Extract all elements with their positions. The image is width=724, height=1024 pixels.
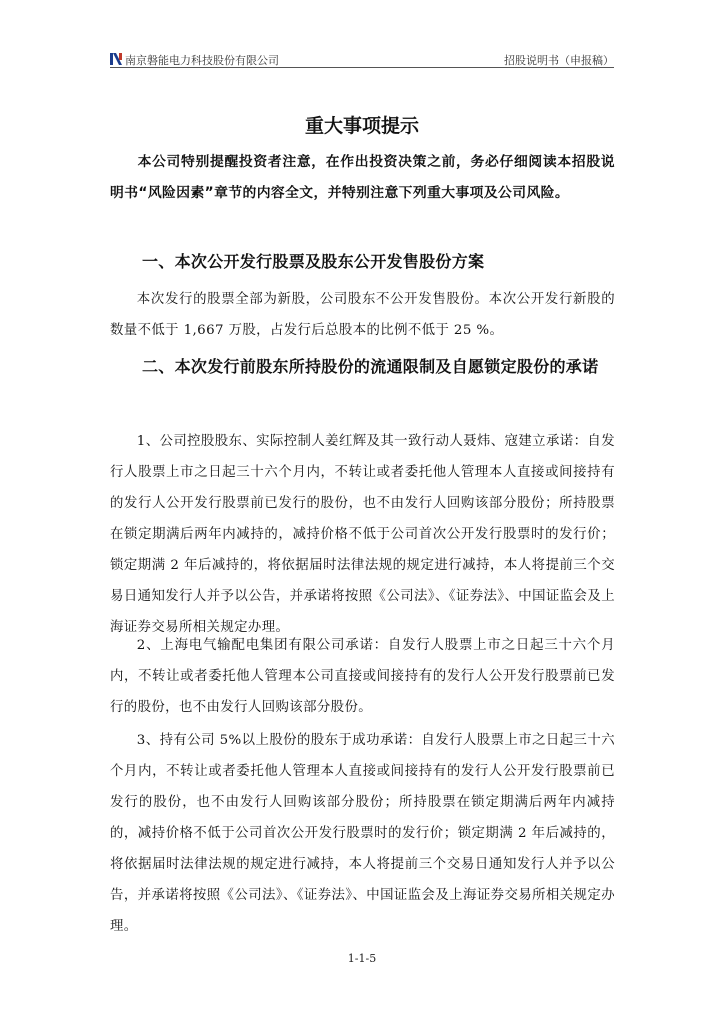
header-divider: [110, 67, 614, 68]
section-1-body: 本次发行的股票全部为新股，公司股东不公开发售股份。本次公开发行新股的数量不低于 1,667 万股，占发行后总股本的比例不低于 25 %。: [110, 292, 615, 338]
section-2-paragraph-3: 3、持有公司 5%以上股份的股东于成功承诺：自发行人股票上市之日起三十六个月内，不转让或者委托他人管理本人直接或间接持有的发行人公开发行股票前已发行的股份，也不由发行人回购该部分股份；所持股票在锁定期满后两年内减持的，减持价格不低于公司首次公开发行股票时的发行价；锁定期满 2 年后减持的，将依据届时法律法规的规定进行减持，本人将提前三个交易日通知发行人并予以公告，并承诺将按照《公司法》、《证券法》、中国证监会及上海证券交易所相关规定办理。: [110, 733, 615, 934]
section-2-paragraph-2: 2、上海电气输配电集团有限公司承诺：自发行人股票上市之日起三十六个月内，不转让或者委托他人管理本公司直接或间接持有的发行人公开发行股票前已发行的股份，也不由发行人回购该部分股份。: [110, 638, 615, 715]
intro-paragraph: 本公司特别提醒投资者注意，在作出投资决策之前，务必仔细阅读本招股说明书“风险因素”章节的内容全文，并特别注意下列重大事项及公司风险。: [110, 154, 615, 201]
section-1-heading: 一、本次公开发行股票及股东公开发售股份方案: [142, 252, 485, 271]
page-number: 1-1-5: [347, 952, 377, 965]
company-logo-icon: [110, 53, 122, 65]
document-type: 招股说明书（申报稿）: [504, 54, 614, 67]
section-2-heading: 二、本次发行前股东所持股份的流通限制及自愿锁定股份的承诺: [142, 357, 599, 376]
section-2-paragraph-1: 1、公司控股股东、实际控制人姜红辉及其一致行动人聂炜、寇建立承诺：自发行人股票上市之日起三十六个月内，不转让或者委托他人管理本人直接或间接持有的发行人公开发行股票前已发行的股份，也不由发行人回购该部分股份；所持股票在锁定期满后两年内减持的，减持价格不低于公司首次公开发行股票时的发行价；锁定期满 2 年后减持的，将依据届时法律法规的规定进行减持，本人将提前三个交易日通知发行人并予以公告，并承诺将按照《公司法》、《证券法》、中国证监会及上海证券交易所相关规定办理。: [110, 434, 615, 635]
page-title: 重大事项提示: [304, 115, 419, 137]
company-name: 南京磐能电力科技股份有限公司: [125, 54, 279, 67]
